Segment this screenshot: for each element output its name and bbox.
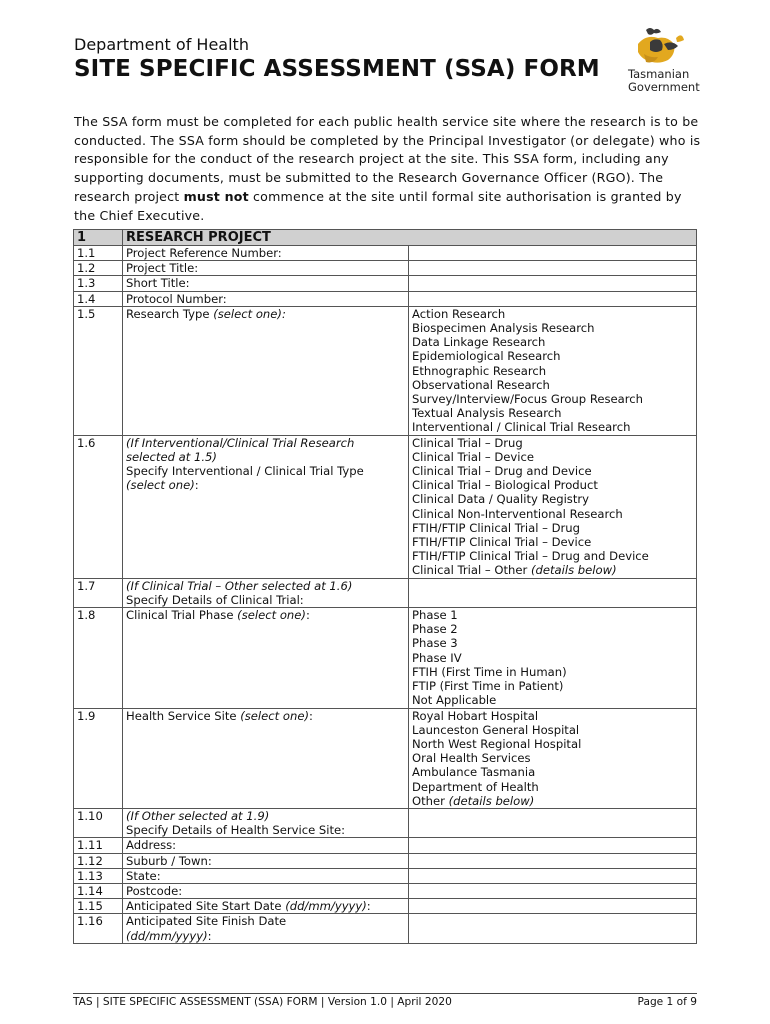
option-item[interactable]: Epidemiological Research [412,349,561,364]
state-field[interactable] [409,868,697,883]
label-text: Clinical Trial Phase [126,608,238,623]
row-label: Project Title: [123,261,409,276]
logo-text-line1: Tasmanian [628,67,690,81]
option-item[interactable]: Interventional / Clinical Trial Research [412,420,631,435]
row-number: 1.2 [74,261,123,276]
label-text: Specify Interventional / Clinical Trial Type [126,464,364,479]
table-row [74,899,697,914]
option-item[interactable]: Clinical Trial – Drug and Device [412,464,592,479]
option-item[interactable]: Survey/Interview/Focus Group Research [412,392,644,407]
label-text: Specify Details of Clinical Trial: [126,592,304,607]
page-footer [73,993,697,1008]
table-row [74,838,697,853]
table-row [74,291,697,306]
option-item[interactable]: Royal Hobart Hospital [412,708,539,723]
label-italic: (If Clinical Trial – Other selected at 1.6) [126,578,353,593]
option-item[interactable]: FTIH (First Time in Human) [412,664,567,679]
label-italic: (If Other selected at 1.9) [126,808,270,823]
research-project-table [73,229,697,944]
option-item[interactable]: Phase IV [412,650,462,665]
row-label [123,708,409,808]
section-title: RESEARCH PROJECT [123,230,697,246]
row-number: 1.14 [74,883,123,898]
row-label: State: [123,868,409,883]
row-number: 1.3 [74,276,123,291]
row-label [123,578,409,607]
short-title-field[interactable] [409,276,697,291]
row-number: 1.4 [74,291,123,306]
option-item[interactable]: Action Research [412,306,506,321]
postcode-field[interactable] [409,883,697,898]
project-title-field[interactable] [409,261,697,276]
row-label: Postcode: [123,883,409,898]
option-item[interactable]: Not Applicable [412,693,497,708]
option-item[interactable]: Clinical Trial – Drug [412,435,523,450]
clinical-trial-details-field[interactable] [409,578,697,607]
row-number: 1.10 [74,808,123,837]
option-item[interactable]: Clinical Non-Interventional Research [412,506,623,521]
option-item[interactable]: FTIH/FTIP Clinical Trial – Device [412,535,592,550]
table-row [74,578,697,607]
option-item[interactable]: Data Linkage Research [412,335,546,350]
option-item[interactable]: Clinical Data / Quality Registry [412,492,590,507]
table-row [74,261,697,276]
option-item[interactable]: FTIH/FTIP Clinical Trial – Drug and Device [412,549,649,564]
site-start-date-field[interactable] [409,899,697,914]
option-text: Clinical Trial – Other [412,563,531,578]
row-number: 1.15 [74,899,123,914]
option-item[interactable]: Clinical Trial – Device [412,449,534,464]
label-text: Anticipated Site Finish Date [126,914,287,929]
suburb-town-field[interactable] [409,853,697,868]
table-row [74,246,697,261]
label-italic: (select one) [237,608,306,623]
label-end: : [305,608,310,623]
logo-text-line2: Government [628,80,700,94]
option-item[interactable]: Oral Health Services [412,751,531,766]
option-item[interactable]: FTIH/FTIP Clinical Trial – Drug [412,520,580,535]
row-label [123,608,409,708]
label-italic-2: (select one) [126,478,195,493]
row-number: 1.13 [74,868,123,883]
table-row [74,608,697,708]
row-label [123,435,409,578]
label-italic: (select one): [213,306,286,321]
table-row [74,708,697,808]
address-field[interactable] [409,838,697,853]
table-row [74,808,697,837]
health-service-site-details-field[interactable] [409,808,697,837]
option-item[interactable] [412,794,693,808]
table-row [74,276,697,291]
option-item[interactable] [412,563,693,577]
label-text: Anticipated Site Start Date [126,899,286,914]
intro-text-2: commence at the site until formal site authorisation is granted by the Chief Executive. [74,188,682,223]
label-italic: (dd/mm/yyyy) [126,928,208,943]
row-label [123,899,409,914]
option-italic: (details below) [530,563,617,578]
tasmanian-government-logo [624,24,712,94]
table-row [74,853,697,868]
label-italic: (select one) [240,708,309,723]
site-finish-date-field[interactable] [409,914,697,943]
option-item[interactable]: Department of Health [412,779,539,794]
intro-bold: must not [183,188,249,204]
form-title: SITE SPECIFIC ASSESSMENT (SSA) FORM [74,56,600,82]
tasmanian-devil-icon [624,24,712,70]
label-italic: (If Interventional/Clinical Trial Research selected at 1.5) [126,435,355,464]
table-row [74,914,697,943]
label-text: Research Type [126,306,214,321]
option-item[interactable]: Observational Research [412,377,550,392]
row-number: 1.11 [74,838,123,853]
row-label [123,808,409,837]
option-item[interactable]: Textual Analysis Research [412,406,562,421]
row-label: Suburb / Town: [123,853,409,868]
option-item[interactable]: Phase 2 [412,622,458,637]
label-end: : [207,928,212,943]
clinical-trial-type-options [409,435,697,578]
row-label: Protocol Number: [123,291,409,306]
section-number: 1 [74,230,123,246]
clinical-trial-phase-options [409,608,697,708]
label-end: : [194,478,199,493]
footer-text: TAS | SITE SPECIFIC ASSESSMENT (SSA) FORM | Version 1.0 | April 2020 [73,996,452,1008]
section-header-row [74,230,697,246]
row-number: 1.1 [74,246,123,261]
department-name: Department of Health [74,35,249,54]
row-label: Short Title: [123,276,409,291]
option-italic: (details below) [448,793,535,808]
option-item[interactable]: FTIP (First Time in Patient) [412,679,564,694]
row-number: 1.12 [74,853,123,868]
label-end: : [309,708,313,723]
row-number: 1.16 [74,914,123,943]
option-item[interactable]: Ambulance Tasmania [412,765,536,780]
page-number: Page 1 of 9 [637,996,697,1008]
table-row [74,435,697,578]
row-number: 1.5 [74,306,123,435]
table-row [74,883,697,898]
row-number: 1.6 [74,435,123,578]
intro-text-1: The SSA form must be completed for each public health service site where the research is to be conducted. The SSA form should be completed by the Principal Investigator (or delegate) who is responsible for the conduct of the research project at the site. This SSA form, including any supporting documents, must be submitted to the Research Governance Officer (RGO). The research project [74,114,701,204]
option-item[interactable]: Phase 3 [412,636,458,651]
option-item[interactable]: Clinical Trial – Biological Product [412,478,598,493]
option-item[interactable]: Phase 1 [412,608,458,623]
intro-paragraph [74,113,704,225]
option-item[interactable]: Biospecimen Analysis Research [412,321,595,336]
project-reference-number-field[interactable] [409,246,697,261]
label-text: Specify Details of Health Service Site: [126,823,346,838]
row-label: Address: [123,838,409,853]
label-italic: (dd/mm/yyyy) [285,899,367,914]
row-label: Project Reference Number: [123,246,409,261]
row-number: 1.9 [74,708,123,808]
label-end: : [366,899,371,914]
row-number: 1.7 [74,578,123,607]
option-item[interactable]: Launceston General Hospital [412,722,580,737]
protocol-number-field[interactable] [409,291,697,306]
table-row [74,868,697,883]
option-item[interactable]: North West Regional Hospital [412,736,582,751]
option-item[interactable]: Ethnographic Research [412,363,547,378]
option-text: Other [412,793,449,808]
health-service-site-options [409,708,697,808]
row-label [123,914,409,943]
table-row [74,306,697,435]
row-number: 1.8 [74,608,123,708]
label-text: Health Service Site [126,708,241,723]
row-label [123,306,409,435]
research-type-options [409,306,697,435]
